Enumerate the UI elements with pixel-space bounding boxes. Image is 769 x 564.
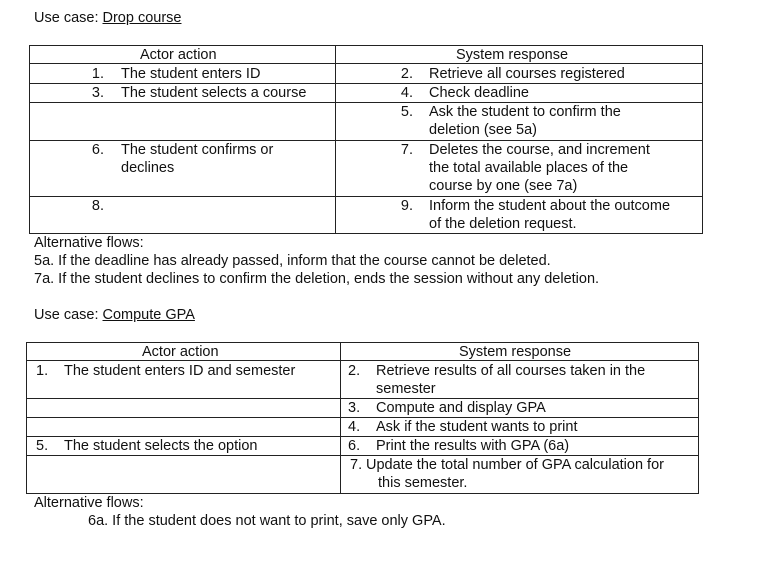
gpa-system-text: semester [376, 381, 436, 397]
drop-actor-header: Actor action [140, 47, 217, 63]
gpa-system-text: Print the results with GPA (6a) [376, 438, 570, 454]
compute-gpa-link[interactable]: Compute GPA [102, 307, 195, 323]
gpa-actor-step-number: 5. [36, 438, 49, 454]
drop-alt-flow-item: 7a. If the student declines to confirm the deletion, ends the session without any deletion. [34, 271, 600, 287]
drop-table-column-divider [335, 45, 336, 234]
gpa-system-text: this semester. [378, 475, 468, 491]
drop-system-text: Deletes the course, and increment [429, 142, 650, 158]
drop-system-text: of the deletion request. [429, 216, 577, 232]
drop-system-step-number: 9. [400, 198, 413, 214]
gpa-system-step-number: 7. [350, 457, 363, 473]
drop-table-right-border [702, 45, 703, 234]
drop-actor-text: declines [121, 160, 175, 176]
drop-actor-step-number: 8. [91, 198, 104, 214]
gpa-table-row-divider [26, 398, 699, 399]
drop-system-text: the total available places of the [429, 160, 629, 176]
drop-system-step-number: 7. [400, 142, 413, 158]
gpa-alt-flow-item: 6a. If the student does not want to print, save only GPA. [88, 513, 446, 529]
gpa-system-step-number: 4. [348, 419, 361, 435]
drop-system-step-number: 4. [400, 85, 413, 101]
drop-system-text: Check deadline [429, 85, 529, 101]
drop-actor-step-number: 1. [91, 66, 104, 82]
drop-actor-text: The student confirms or [121, 142, 274, 158]
gpa-table-row-divider [26, 417, 699, 418]
drop-course-link[interactable]: Drop course [102, 10, 182, 26]
drop-system-text: Ask the student to confirm the [429, 104, 621, 120]
drop-system-header: System response [456, 47, 569, 63]
drop-table-top-border [29, 45, 703, 46]
drop-title-prefix: Use case: [34, 10, 103, 26]
drop-system-text: Retrieve all courses registered [429, 66, 625, 82]
gpa-alt-flows-title: Alternative flows: [34, 495, 144, 511]
gpa-title-prefix: Use case: [34, 307, 103, 323]
drop-system-step-number: 5. [400, 104, 413, 120]
drop-system-text: Inform the student about the outcome [429, 198, 671, 214]
gpa-system-text: Update the total number of GPA calculation for [366, 457, 664, 473]
drop-alt-flows-title: Alternative flows: [34, 235, 144, 251]
drop-actor-step-number: 3. [91, 85, 104, 101]
drop-actor-text: The student enters ID [121, 66, 261, 82]
gpa-system-step-number: 3. [348, 400, 361, 416]
drop-alt-flow-item: 5a. If the deadline has already passed, inform that the course cannot be deleted. [34, 253, 551, 269]
gpa-system-text: Ask if the student wants to print [376, 419, 578, 435]
gpa-system-text: Retrieve results of all courses taken in the [376, 363, 646, 379]
gpa-system-step-number: 2. [348, 363, 361, 379]
gpa-system-header: System response [459, 344, 572, 360]
gpa-table-right-border [698, 342, 699, 494]
drop-system-text: deletion (see 5a) [429, 122, 538, 138]
drop-table-header-divider [29, 63, 703, 64]
gpa-table-header-divider [26, 360, 699, 361]
gpa-table-column-divider [340, 342, 341, 494]
gpa-table-top-border [26, 342, 699, 343]
gpa-system-text: Compute and display GPA [376, 400, 546, 416]
drop-actor-step-number: 6. [91, 142, 104, 158]
gpa-actor-header: Actor action [142, 344, 219, 360]
drop-actor-text: The student selects a course [121, 85, 307, 101]
gpa-actor-step-number: 1. [36, 363, 49, 379]
drop-usecase-title [34, 9, 181, 27]
drop-system-text: course by one (see 7a) [429, 178, 578, 194]
drop-table-left-border [29, 45, 30, 234]
gpa-table-left-border [26, 342, 27, 494]
gpa-actor-text: The student selects the option [64, 438, 258, 454]
drop-system-step-number: 2. [400, 66, 413, 82]
gpa-actor-text: The student enters ID and semester [64, 363, 296, 379]
gpa-usecase-title [34, 306, 195, 324]
gpa-system-step-number: 6. [348, 438, 361, 454]
